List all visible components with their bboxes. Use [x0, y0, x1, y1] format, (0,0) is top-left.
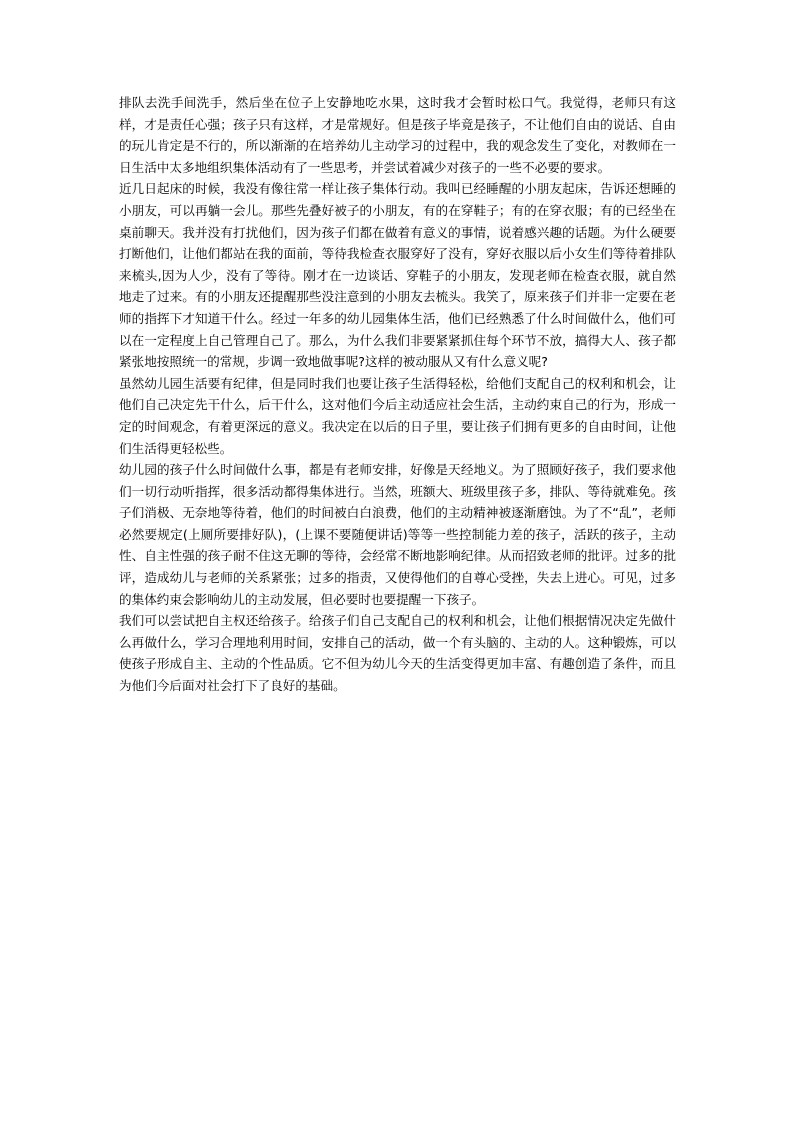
document-body [119, 92, 676, 697]
paragraph-4: 幼儿园的孩子什么时间做什么事，都是有老师安排，好像是天经地义。为了照顾好孩子，我们要求他们一切行动听指挥，很多活动都得集体进行。当然，班额大、班级里孩子多，排队、等待就难免。孩子们消极、无奈地等待着，他们的时间被白白浪费，他们的主动精神被逐渐磨蚀。为了不“乱”，老师必然要规定(上厕所要排好队)，(上课不要随便讲话)等等一些控制能力差的孩子，活跃的孩子，主动性、自主性强的孩子耐不住这无聊的等待，会经常不断地影响纪律。从而招致老师的批评。过多的批评，造成幼儿与老师的关系紧张；过多的指责，又使得他们的自尊心受挫，失去上进心。可见，过多的集体约束会影响幼儿的主动发展，但必要时也要提醒一下孩子。 [119, 462, 676, 607]
paragraph-3: 虽然幼儿园生活要有纪律，但是同时我们也要让孩子生活得轻松，给他们支配自己的权利和机会，让他们自己决定先干什么，后干什么，这对他们今后主动适应社会生活，主动约束自己的行为，形成一定的时间观念，有着更深远的意义。我决定在以后的日子里，要让孩子们拥有更多的自由时间，让他们生活得更轻松些。 [119, 375, 676, 456]
paragraph-2: 近几日起床的时候，我没有像往常一样让孩子集体行动。我叫已经睡醒的小朋友起床，告诉还想睡的小朋友，可以再躺一会儿。那些先叠好被子的小朋友，有的在穿鞋子；有的在穿衣服；有的已经坐在桌前聊天。我并没有打扰他们，因为孩子们都在做着有意义的事情，说着感兴趣的话题。为什么硬要打断他们，让他们都站在我的面前，等待我检查衣服穿好了没有，穿好衣服以后小女生们等待着排队来梳头,因为人少，没有了等待。刚才在一边谈话、穿鞋子的小朋友，发现老师在检查衣服，就自然地走了过来。有的小朋友还提醒那些没注意到的小朋友去梳头。我笑了，原来孩子们并非一定要在老师的指挥下才知道干什么。经过一年多的幼儿园集体生活，他们已经熟悉了什么时间做什么，他们可以在一定程度上自己管理自己了。那么，为什么我们非要紧紧抓住每个环节不放，搞得大人、孩子都紧张地按照统一的常规，步调一致地做事呢?这样的被动服从又有什么意义呢? [119, 181, 676, 370]
paragraph-5: 我们可以尝试把自主权还给孩子。给孩子们自己支配自己的权利和机会，让他们根据情况决定先做什么再做什么，学习合理地利用时间，安排自己的活动，做一个有头脑的、主动的人。这种锻炼，可以使孩子形成自主、主动的个性品质。它不但为幼儿今天的生活变得更加丰富、有趣创造了条件，而且为他们今后面对社会打下了良好的基础。 [119, 613, 676, 694]
paragraph-1: 排队去洗手间洗手，然后坐在位子上安静地吃水果，这时我才会暂时松口气。我觉得，老师只有这样，才是责任心强；孩子只有这样，才是常规好。但是孩子毕竟是孩子，不让他们自由的说话、自由的玩儿肯定是不行的，所以渐渐的在培养幼儿主动学习的过程中，我的观念发生了变化，对教师在一日生活中太多地组织集体活动有了一些思考，并尝试着减少对孩子的一些不必要的要求。 [119, 95, 676, 175]
